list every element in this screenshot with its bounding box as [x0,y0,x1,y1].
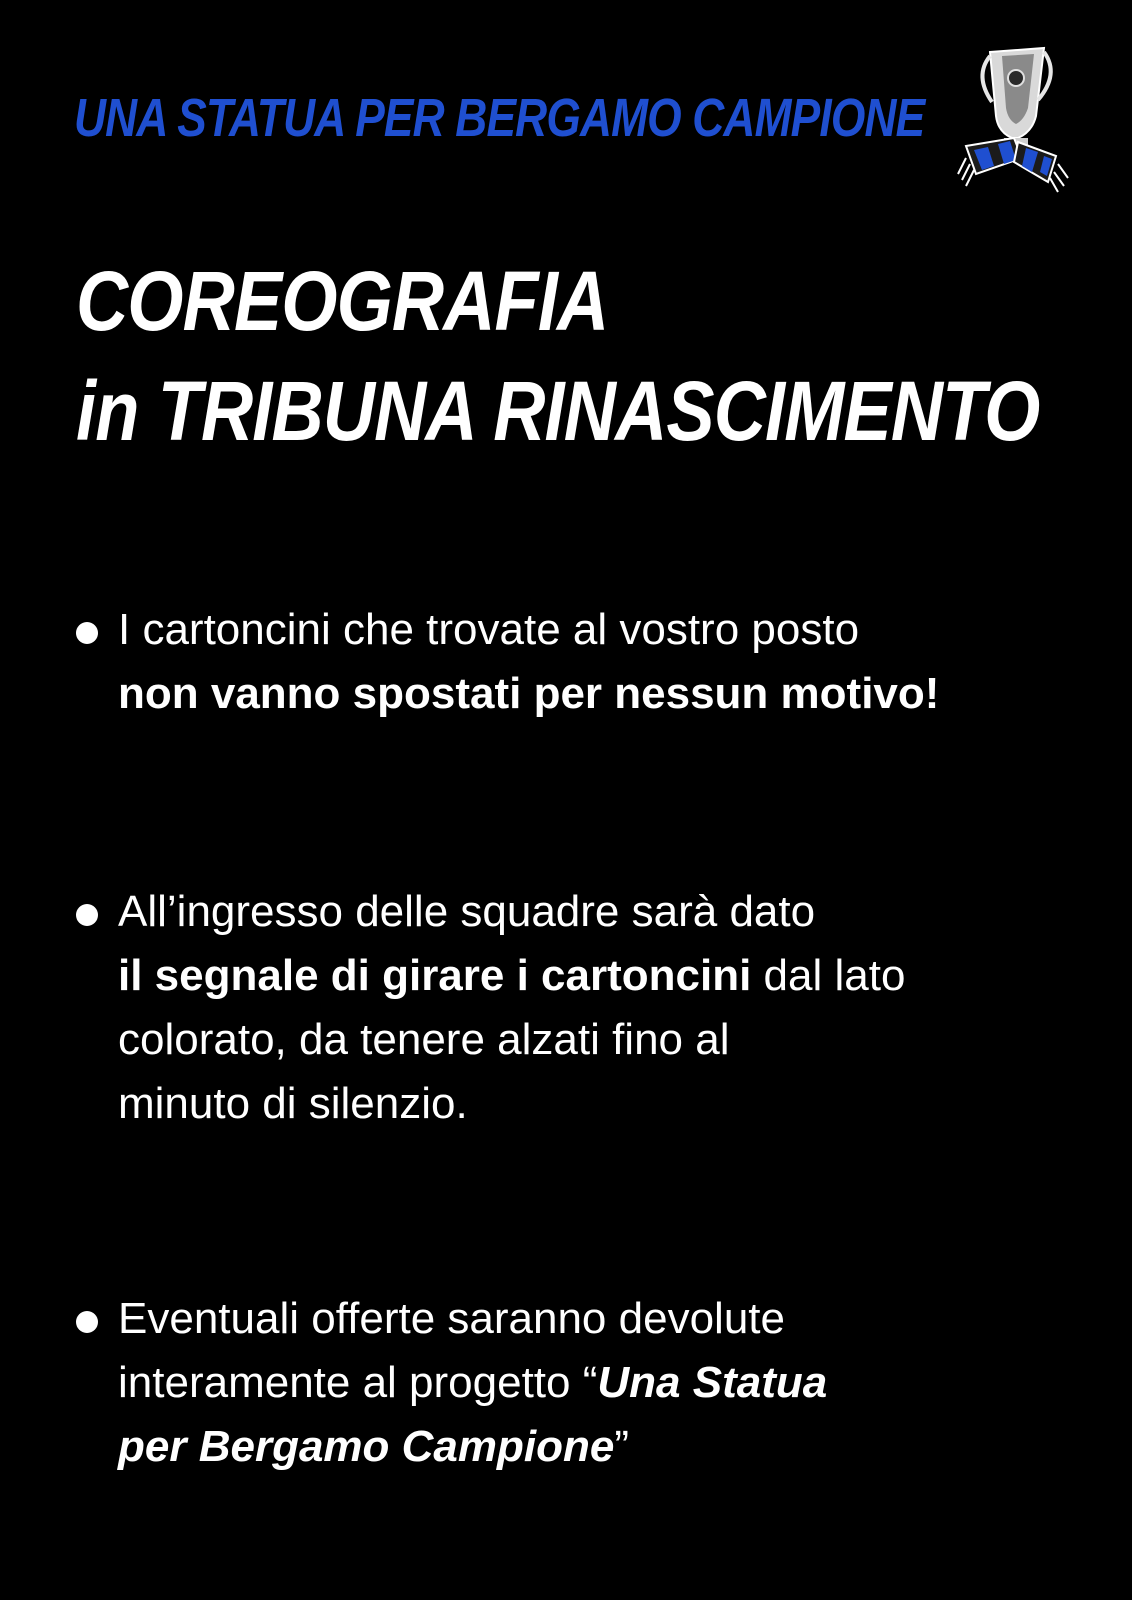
bullet-text: interamente al progetto “ [118,1358,598,1407]
bullet-text-bold: il segnale di girare i cartoncini [118,951,752,1000]
bullet-text: colorato, da tenere alzati fino al [118,1015,730,1064]
trophy-with-scarf-icon [952,46,1070,196]
main-title-line1: COREOGRAFIA [76,254,609,348]
main-title [76,246,1039,466]
bullet-text: I cartoncini che trovate al vostro posto [118,605,860,654]
header-title: UNA STATUA PER BERGAMO CAMPIONE [74,88,925,148]
main-title-line2: in TRIBUNA RINASCIMENTO [76,364,1040,458]
bullet-line [118,1415,1086,1479]
bullet-text: dal lato [751,951,906,1000]
list-item [76,598,1086,726]
bullet-line [118,944,1086,1008]
bullet-text: Eventuali offerte saranno devolute [118,1294,785,1343]
bullet-icon [76,622,98,644]
bullet-text-bold: non vanno spostati per nessun motivo! [118,669,940,718]
list-item [76,1287,1086,1479]
project-name-text: per Bergamo Campione [118,1422,615,1471]
bullet-text: ” [614,1422,629,1471]
bullet-icon [76,1311,98,1333]
bullet-icon [76,904,98,926]
bullet-text: minuto di silenzio. [118,1079,468,1128]
project-name-text: Una Statua [597,1358,828,1407]
bullet-text: All’ingresso delle squadre sarà dato [118,887,816,936]
list-item [76,880,1086,1136]
bullet-line [118,1351,1086,1415]
